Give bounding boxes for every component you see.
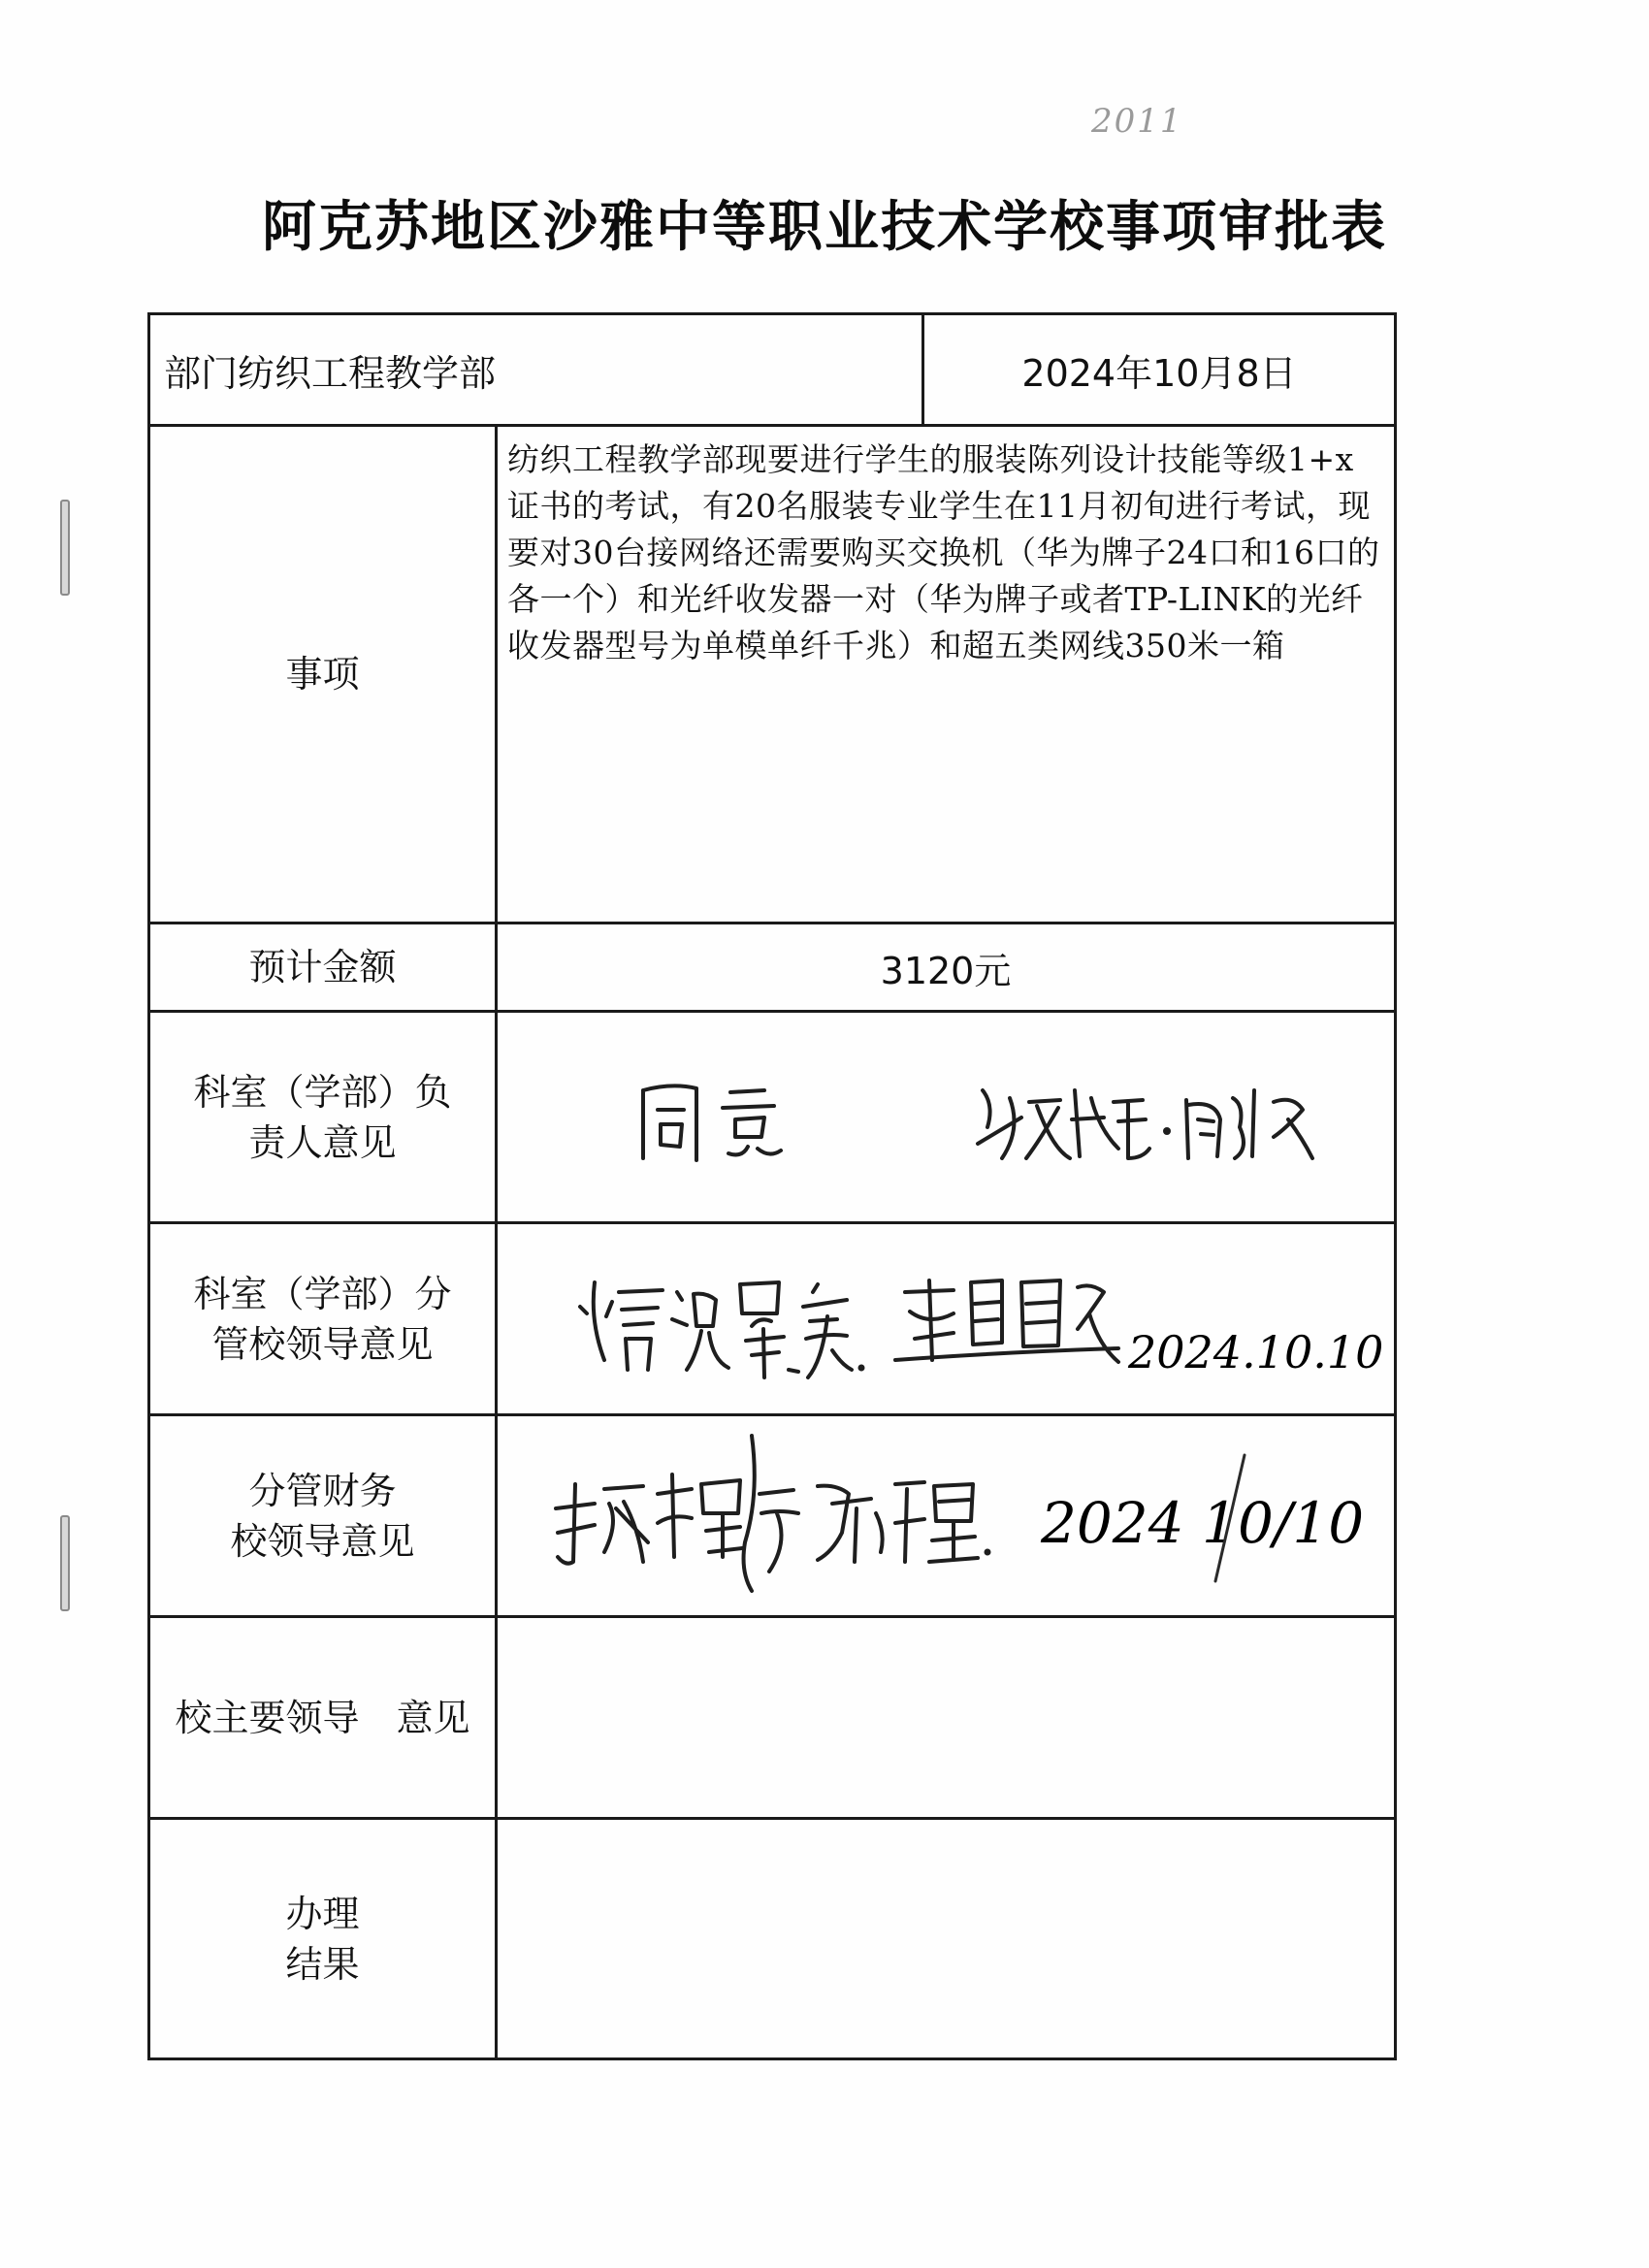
finance-handwriting xyxy=(498,1416,1397,1620)
supervisor-handwriting xyxy=(498,1224,1397,1418)
amount-value: 3120元 xyxy=(497,923,1396,1012)
form-row-department xyxy=(149,314,1396,426)
dept-head-label-line1: 科室（学部）负 xyxy=(193,1070,452,1114)
dept-head-handwriting xyxy=(498,1013,1397,1216)
finance-label-line2: 校领导意见 xyxy=(230,1519,415,1563)
supervisor-opinion-cell xyxy=(497,1223,1396,1415)
supervisor-label-line2: 管校领导意见 xyxy=(211,1322,434,1366)
form-row-principal xyxy=(149,1617,1396,1819)
finance-label xyxy=(149,1415,497,1617)
form-row-finance xyxy=(149,1415,1396,1617)
matter-text: 纺织工程教学部现要进行学生的服装陈列设计技能等级1+x证书的考试，有20名服装专业学生在11月初旬进行考试，现要对30台接网络还需要购买交换机（华为牌子24口和16口的各一个）和光纤收发器一对（华为牌子或者TP-LINK的光纤收发器型号为单模单纤千兆）和超五类网线350米一箱 xyxy=(497,426,1396,923)
date-field: 2024年10月8日 xyxy=(923,314,1396,426)
result-label xyxy=(149,1819,497,2059)
form-row-amount xyxy=(149,923,1396,1012)
corner-note: 2011 xyxy=(1091,102,1183,141)
principal-opinion-cell xyxy=(497,1617,1396,1819)
amount-label: 预计金额 xyxy=(149,923,497,1012)
dept-head-label xyxy=(149,1012,497,1223)
dept-head-opinion-cell xyxy=(497,1012,1396,1223)
principal-label: 校主要领导 意见 xyxy=(149,1617,497,1819)
form-row-result xyxy=(149,1819,1396,2059)
staple-mark-bottom xyxy=(60,1515,70,1611)
finance-opinion-cell xyxy=(497,1415,1396,1617)
matter-label: 事项 xyxy=(149,426,497,923)
finance-label-line1: 分管财务 xyxy=(248,1469,397,1512)
page-title: 阿克苏地区沙雅中等职业技术学校事项审批表 xyxy=(262,196,1387,259)
form-row-matter xyxy=(149,426,1396,923)
approval-form-table xyxy=(147,312,1397,2060)
form-row-supervisor xyxy=(149,1223,1396,1415)
form-row-dept-head xyxy=(149,1012,1396,1223)
result-label-line1: 办理 xyxy=(285,1892,360,1935)
finance-date: 2024 10/10 xyxy=(1041,1490,1365,1556)
dept-head-label-line2: 责人意见 xyxy=(248,1120,397,1164)
result-cell xyxy=(497,1819,1396,2059)
supervisor-date: 2024.10.10 xyxy=(1128,1326,1384,1378)
supervisor-label-line1: 科室（学部）分 xyxy=(193,1272,452,1315)
result-label-line2: 结果 xyxy=(285,1942,360,1986)
department-field: 部门纺织工程教学部 xyxy=(149,314,923,426)
supervisor-label xyxy=(149,1223,497,1415)
staple-mark-top xyxy=(60,500,70,596)
